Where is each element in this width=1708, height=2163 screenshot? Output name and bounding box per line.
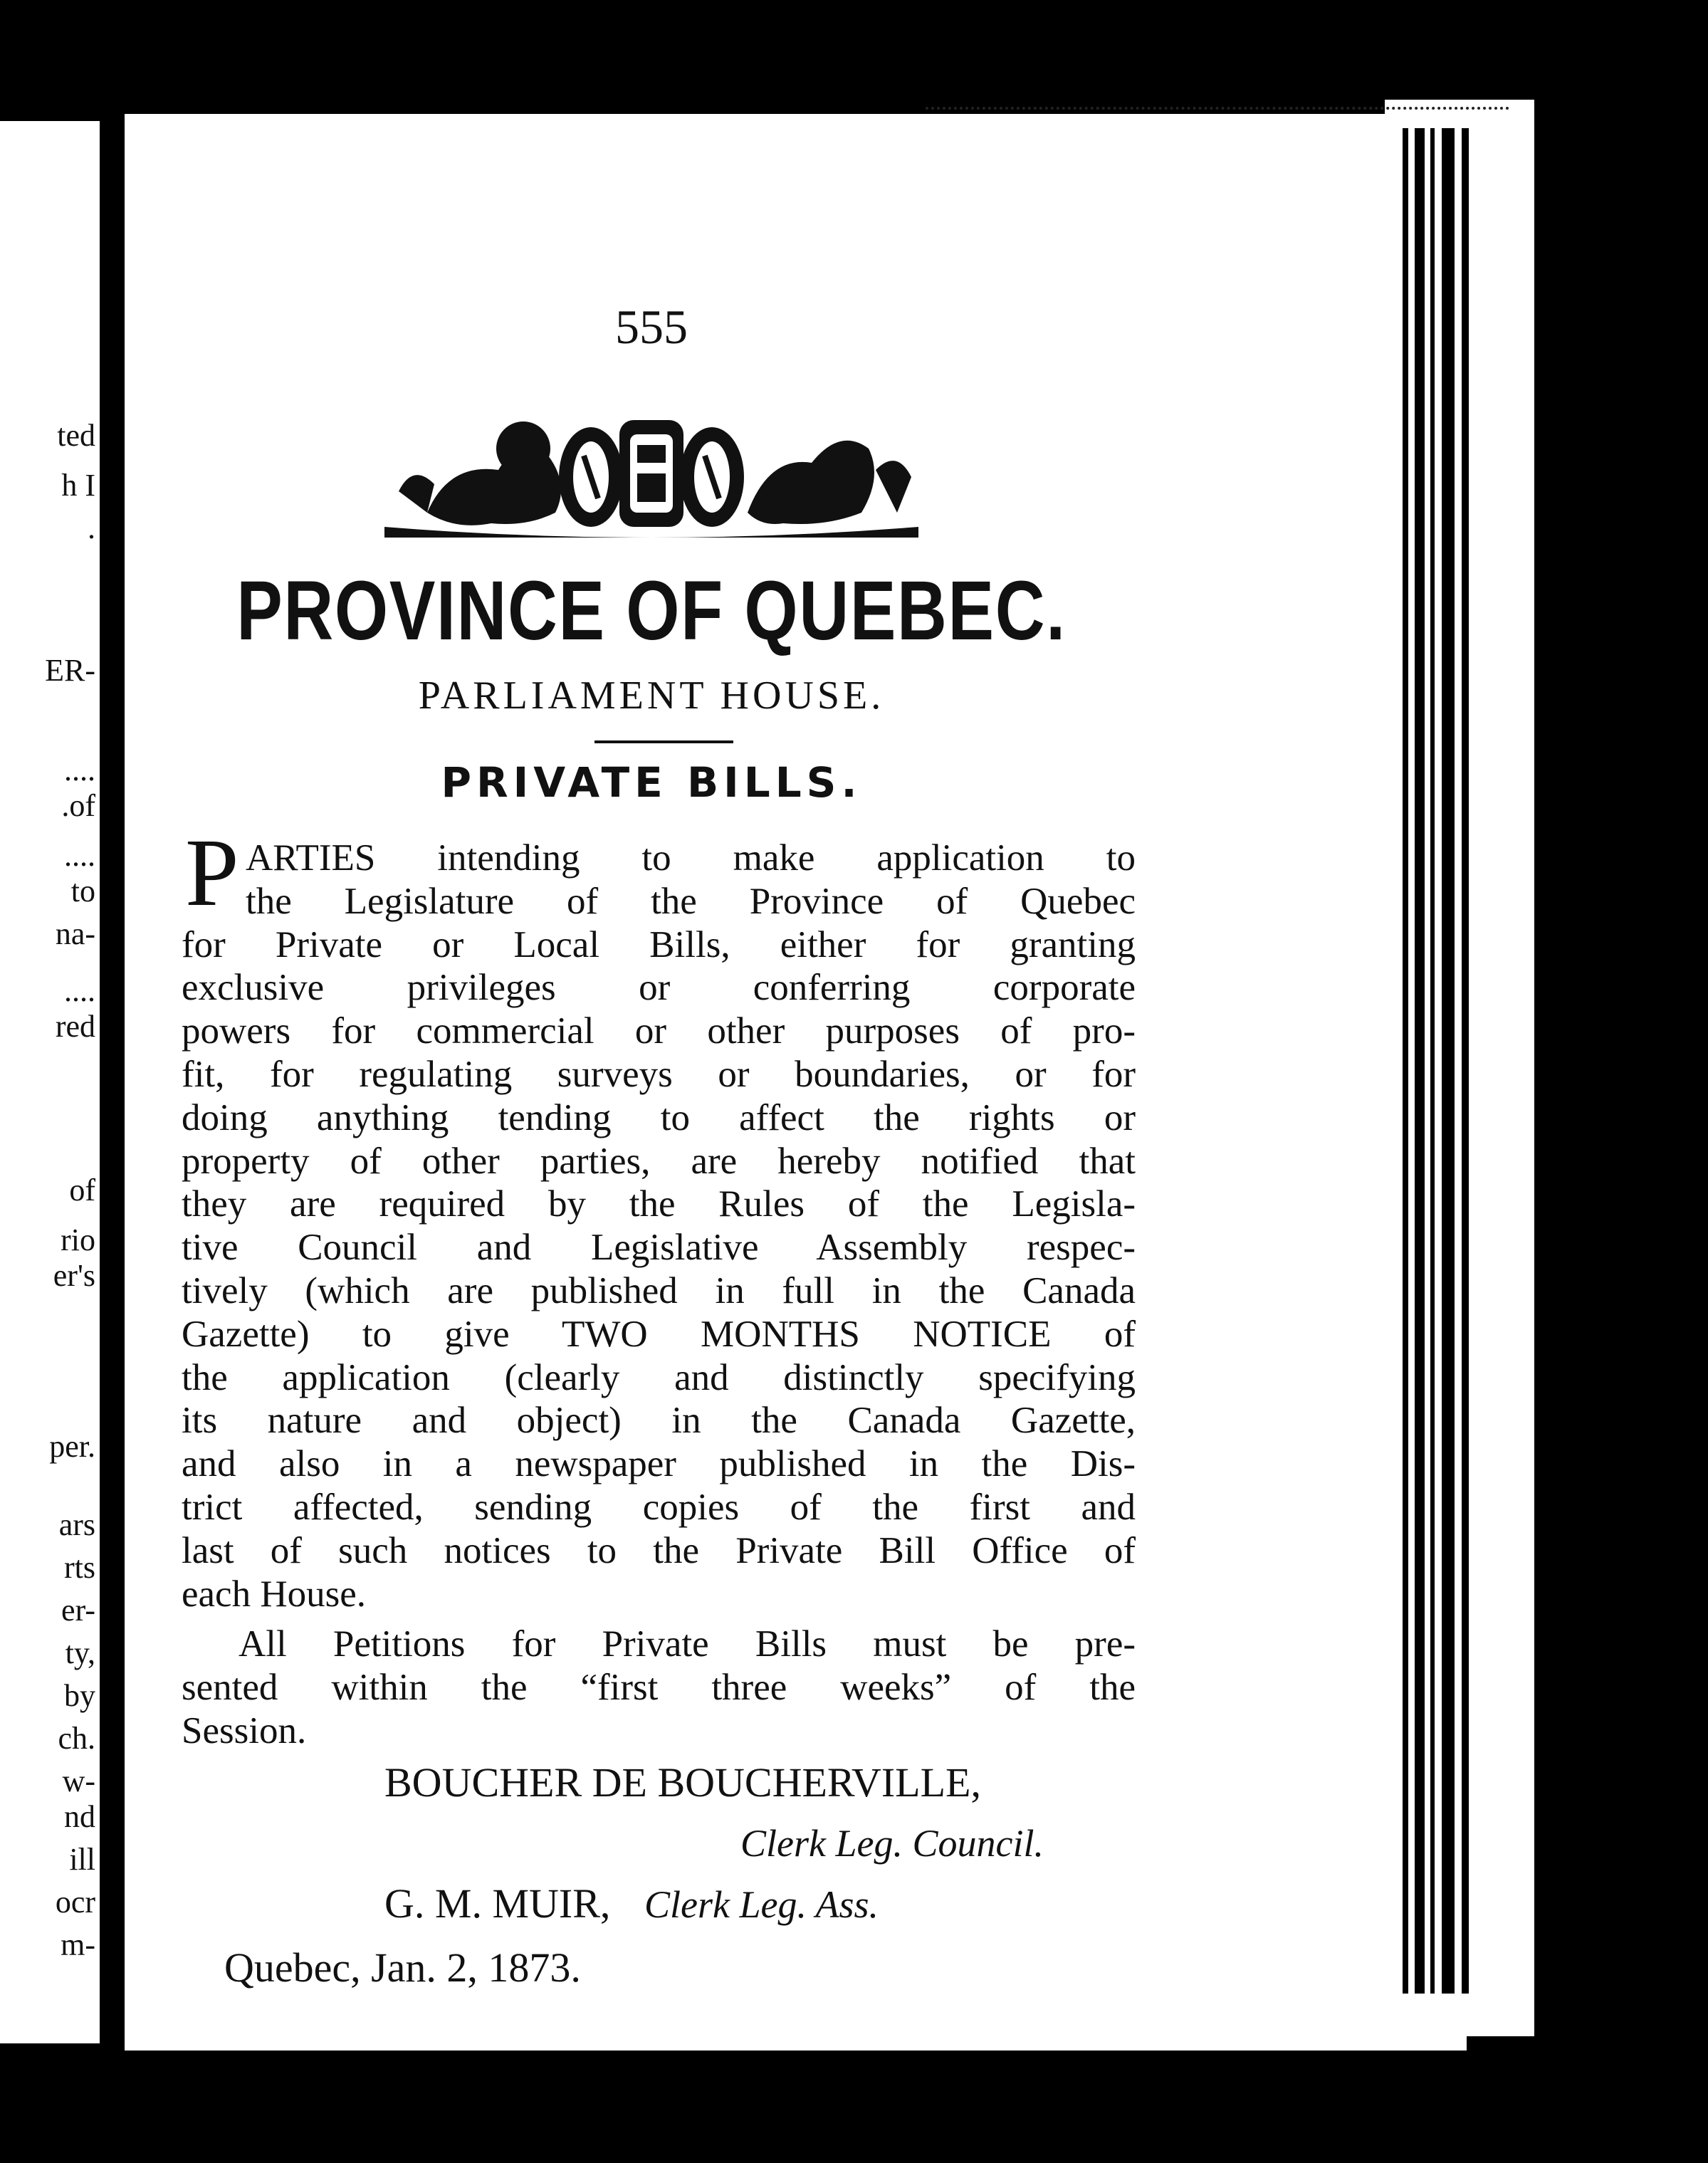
adjacent-page-fragment: .... xyxy=(64,838,95,873)
notice-line: Gazette) to give TWO MONTHS NOTICE of xyxy=(182,1313,1136,1355)
document-subtitle: PARLIAMENT HOUSE. xyxy=(418,674,885,718)
adjacent-page-fragment: na- xyxy=(55,916,95,951)
divider xyxy=(594,740,733,743)
drop-cap: P xyxy=(185,819,239,926)
adjacent-page-strip xyxy=(0,121,100,2043)
adjacent-page-fragment: ty, xyxy=(65,1635,95,1670)
adjacent-page-fragment: . xyxy=(88,510,95,545)
notice-line: powers for commercial or other purposes of pro- xyxy=(182,1010,1136,1052)
adjacent-page-fragment: rts xyxy=(64,1550,95,1585)
adjacent-page-fragment: .of xyxy=(61,788,95,823)
notice-line: for Private or Local Bills, either for granting xyxy=(182,923,1136,965)
signature-title: Clerk Leg. Council. xyxy=(740,1822,1044,1865)
notice-line: All Petitions for Private Bills must be pre- xyxy=(239,1623,1136,1665)
adjacent-page-fragment: ER- xyxy=(45,653,95,688)
notice-line: its nature and object) in the Canada Gazette, xyxy=(182,1400,1136,1442)
adjacent-page-fragment: w- xyxy=(62,1764,95,1798)
date-line: Quebec, Jan. 2, 1873. xyxy=(224,1944,581,1991)
signature-title: Clerk Leg. Ass. xyxy=(644,1883,879,1926)
adjacent-page-fragment: per. xyxy=(49,1429,95,1464)
section-heading: PRIVATE BILLS. xyxy=(441,758,862,807)
notice-line: sented within the “first three weeks” of the xyxy=(182,1667,1136,1709)
notice-line: tive Council and Legislative Assembly respec- xyxy=(182,1227,1136,1269)
adjacent-page-fragment: nd xyxy=(64,1799,95,1834)
notice-line: ARTIES intending to make application to xyxy=(246,837,1136,879)
adjacent-page-fragment: ill xyxy=(69,1842,95,1877)
notice-line: doing anything tending to affect the rights or xyxy=(182,1096,1136,1138)
notice-line: each House. xyxy=(182,1573,366,1615)
notice-line: and also in a newspaper published in the Dis- xyxy=(182,1443,1136,1485)
adjacent-page-fragment: ars xyxy=(58,1507,95,1542)
notice-line: the application (clearly and distinctly specifying xyxy=(182,1356,1136,1398)
adjacent-page-fragment: ocr xyxy=(55,1885,95,1920)
adjacent-page-fragment: to xyxy=(70,874,95,908)
adjacent-page-fragment: .... xyxy=(64,753,95,787)
adjacent-page-fragment: of xyxy=(69,1173,95,1208)
adjacent-page-fragment: .... xyxy=(64,973,95,1008)
adjacent-page-fragment: ch. xyxy=(58,1721,95,1756)
notice-line: trict affected, sending copies of the first and xyxy=(182,1487,1136,1528)
notice-line: the Legislature of the Province of Quebec xyxy=(246,880,1136,922)
notice-line: fit, for regulating surveys or boundaries, or for xyxy=(182,1054,1136,1095)
adjacent-page-fragment: ted xyxy=(57,418,95,453)
coat-of-arms-emblem xyxy=(384,406,918,541)
notice-line: property of other parties, are hereby notified that xyxy=(182,1140,1136,1182)
document-title: PROVINCE OF QUEBEC. xyxy=(236,564,1067,658)
adjacent-page-fragment: er's xyxy=(53,1258,95,1293)
adjacent-page-fragment: rio xyxy=(61,1222,95,1257)
notice-line: Session. xyxy=(182,1710,307,1751)
page-edge-rules xyxy=(1385,100,1534,2036)
top-edge-marks xyxy=(926,107,1509,115)
notice-line: they are required by the Rules of the Legisla- xyxy=(182,1183,1136,1225)
adjacent-page-fragment: by xyxy=(64,1678,95,1713)
signature-name: BOUCHER DE BOUCHERVILLE, xyxy=(384,1759,981,1806)
page-number: 555 xyxy=(615,300,688,354)
adjacent-page-fragment: er- xyxy=(61,1593,95,1628)
adjacent-page-fragment: m- xyxy=(61,1927,95,1962)
notice-line: last of such notices to the Private Bill Office of xyxy=(182,1529,1136,1571)
signature-name: G. M. MUIR, xyxy=(384,1880,611,1927)
notice-line: tively (which are published in full in the Canada xyxy=(182,1270,1136,1311)
notice-line: exclusive privileges or conferring corporate xyxy=(182,967,1136,1009)
adjacent-page-fragment: red xyxy=(55,1009,95,1044)
adjacent-page-fragment: h I xyxy=(61,468,95,503)
